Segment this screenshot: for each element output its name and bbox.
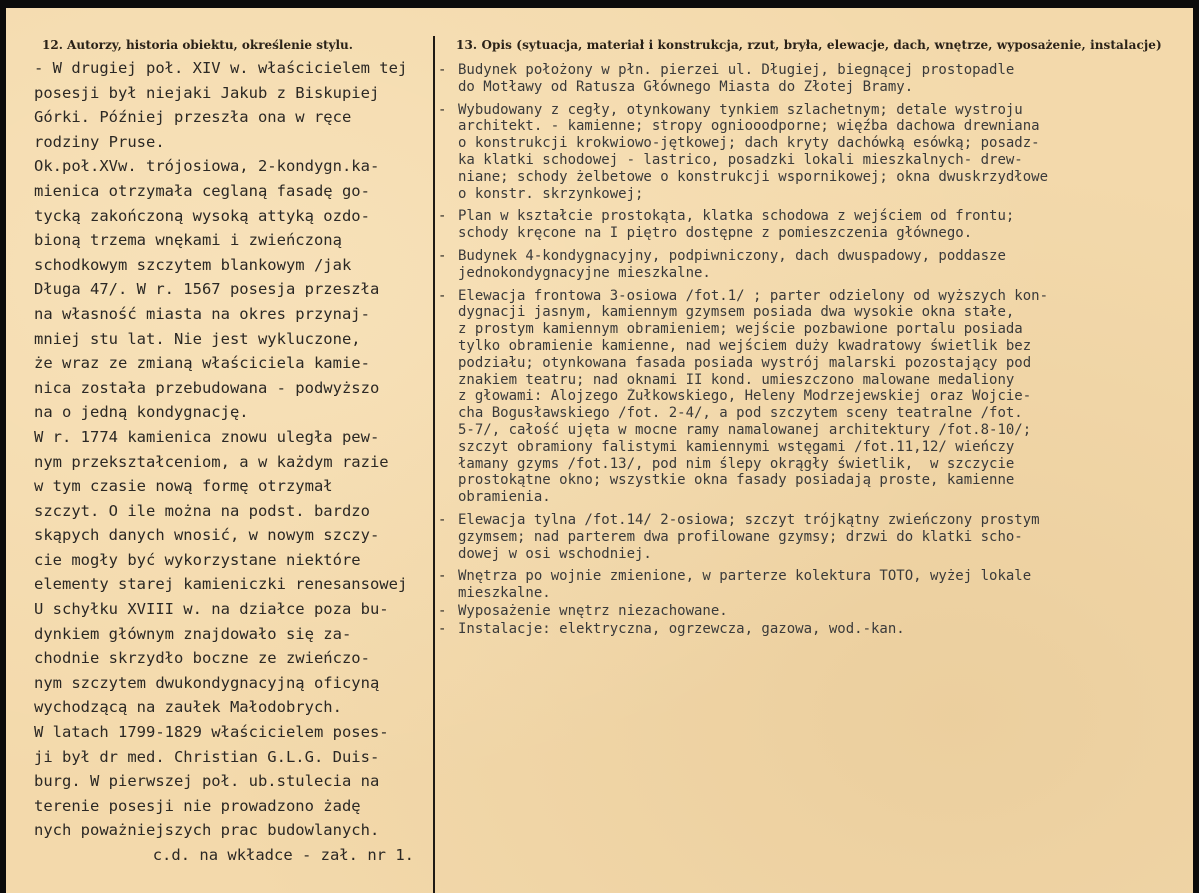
history-line: W latach 1799-1829 właścicielem poses-: [34, 723, 389, 742]
description-line: szczyt obramiony falistymi kamiennymi wstęgami /fot.11,12/ wieńczy: [458, 438, 1015, 455]
description-line: dygnacji jasnym, kamiennym gzymsem posiada dwa wysokie okna stałe,: [458, 304, 1015, 321]
description-line: Wybudowany z cegły, otynkowany tynkiem szlachetnym; detale wystroju: [458, 101, 1023, 118]
history-line: na własność miasta na okres przynaj-: [34, 304, 370, 323]
description-line: architekt. - kamienne; stropy ogniooodporne; więźba dachowa drewniana: [458, 118, 1040, 135]
description-line: Elewacja tylna /fot.14/ 2-osiowa; szczyt trójkątny zwieńczony prostym: [458, 511, 1040, 528]
bullet-dash: -: [438, 247, 447, 264]
history-line: skąpych danych wnosić, w nowym szczy-: [34, 526, 380, 545]
description-line: niane; schody żelbetowe o konstrukcji wspornikowej; okna dwuskrzydłowe: [458, 168, 1049, 185]
history-line: na o jedną kondygnację.: [34, 403, 249, 422]
description-line: schody kręcone na I piętro dostępne z pomieszczenia głównego.: [458, 225, 973, 242]
description-item: [438, 102, 1183, 203]
history-line: bioną trzema wnękami i zwieńczoną: [34, 231, 342, 250]
history-line: rodziny Pruse.: [34, 132, 165, 151]
history-line: mienica otrzymała ceglaną fasadę go-: [34, 181, 370, 200]
description-line: podziału; otynkowana fasada posiada wystrój malarski pozostający pod: [458, 354, 1032, 371]
description-line: Plan w kształcie prostokąta, klatka schodowa z wejściem od frontu;: [458, 208, 1015, 225]
bullet-dash: -: [438, 568, 447, 585]
history-line: że wraz ze zmianą właściciela kamie-: [34, 354, 370, 373]
bullet-dash: -: [438, 62, 447, 78]
history-line: U schyłku XVIII w. na działce poza bu-: [34, 600, 389, 619]
history-line: ji był dr med. Christian G.L.G. Duis-: [34, 747, 380, 766]
description-line: Wnętrza po wojnie zmienione, w parterze kolektura TOTO, wyżej lokale: [458, 568, 1032, 585]
history-line: - W drugiej poł. XIV w. właścicielem tej: [34, 59, 408, 77]
history-line: burg. W pierwszej poł. ub.stulecia na: [34, 772, 380, 791]
history-line: szczyt. O ile można na podst. bardzo: [34, 501, 370, 520]
history-line: chodnie skrzydło boczne ze zwieńczo-: [34, 649, 370, 668]
history-line: elementy starej kamieniczki renesansowej: [34, 575, 408, 594]
description-line: tylko obramienie kamienne, nad wejściem duży kwadratowy świetlik bez: [458, 337, 1032, 354]
history-line: w tym czasie nową formę otrzymał: [34, 477, 333, 496]
description-line: znakiem teatru; nad oknami II kond. umieszczono malowane medaliony: [458, 371, 1015, 388]
bullet-dash: -: [438, 287, 447, 304]
description-item: [438, 603, 1183, 620]
description-item: [438, 62, 1183, 96]
document-sheet: [6, 8, 1193, 893]
description-item: [438, 621, 1183, 638]
description-line: Instalacje: elektryczna, ogrzewcza, gazowa, wod.-kan.: [458, 620, 905, 637]
description-line: mieszkalne.: [458, 585, 551, 602]
history-line: Górki. Później przeszła ona w ręce: [34, 108, 352, 127]
bullet-dash: -: [438, 602, 447, 619]
description-line: cha Bogusławskiego /fot. 2-4/, a pod szczytem sceny teatralne /fot.: [458, 405, 1023, 422]
description-line: o konstrukcji krokwiowo-jętkowej; dach kryty dachówką esówką; posadz-: [458, 135, 1040, 152]
description-line: prostokątne okno; wszystkie okna fasady posiadają proste, kamienne: [458, 472, 1015, 489]
bullet-dash: -: [438, 511, 447, 528]
history-line: Ok.poł.XVw. trójosiowa, 2-kondygn.ka-: [34, 157, 380, 176]
description-line: jednokondygnacyjne mieszkalne.: [458, 264, 711, 281]
history-line: Długa 47/. W r. 1567 posesja przeszła: [34, 280, 380, 299]
history-line: cie mogły być wykorzystane niektóre: [34, 550, 361, 569]
history-line: W r. 1774 kamienica znowu uległa pew-: [34, 427, 380, 446]
description-line: Elewacja frontowa 3-osiowa /fot.1/ ; parter odzielony od wyższych kon-: [458, 287, 1049, 304]
description-line: z głowami: Alojzego Żułkowskiego, Heleny Modrzejewskiej oraz Wojcie-: [458, 388, 1032, 405]
history-line: schodkowym szczytem blankowym /jak: [34, 255, 352, 274]
description-column: [438, 62, 1183, 639]
history-line: mniej stu lat. Nie jest wykluczone,: [34, 329, 361, 348]
bullet-dash: -: [438, 620, 447, 637]
history-line: nych poważniejszych prac budowlanych.: [34, 821, 380, 840]
description-line: Wyposażenie wnętrz niezachowane.: [458, 602, 728, 619]
description-line: 5-7/, całość ujęta w mocne ramy namalowanej architektury /fot.8-10/;: [458, 421, 1032, 438]
bullet-dash: -: [438, 101, 447, 118]
description-line: obramienia.: [458, 489, 551, 506]
right-section-header: 13. Opis (sytuacja, materiał i konstrukcja, rzut, bryła, elewacje, dach, wnętrze, wyposażenie, instalacje): [456, 38, 1162, 52]
history-column: [34, 56, 432, 868]
history-line: dynkiem głównym znajdowało się za-: [34, 624, 352, 643]
history-line: nica została przebudowana - podwyższo: [34, 378, 380, 397]
description-line: o konstr. skrzynkowej;: [458, 185, 644, 202]
description-line: dowej w osi wschodniej.: [458, 545, 652, 562]
history-line: wychodzącą na zaułek Małodobrych.: [34, 698, 342, 717]
description-item: [438, 568, 1183, 602]
description-line: Budynek 4-kondygnacyjny, podpiwniczony, dach dwuspadowy, poddasze: [458, 247, 1006, 264]
history-line: terenie posesji nie prowadzono żadę: [34, 796, 361, 815]
history-line: tycką zakończoną wysoką attyką ozdo-: [34, 206, 370, 225]
description-item: [438, 288, 1183, 506]
history-line: nym szczytem dwukondygnacyjną oficyną: [34, 673, 380, 692]
description-line: ka klatki schodowej - lastrico, posadzki lokali mieszkalnych- drew-: [458, 151, 1023, 168]
continuation-note: c.d. na wkładce - zał. nr 1.: [152, 846, 414, 864]
description-line: Budynek położony w płn. pierzei ul. Długiej, biegnącej prostopadle: [458, 62, 1015, 78]
column-divider: [433, 36, 435, 893]
bullet-dash: -: [438, 208, 447, 225]
history-line: posesji był niejaki Jakub z Biskupiej: [34, 83, 380, 102]
description-line: gzymsem; nad parterem dwa profilowane gzymsy; drzwi do klatki scho-: [458, 528, 1023, 545]
left-section-header: 12. Autorzy, historia obiektu, określenie stylu.: [42, 38, 353, 52]
description-line: do Motławy od Ratusza Głównego Miasta do Złotej Bramy.: [458, 78, 914, 95]
description-item: [438, 208, 1183, 242]
description-line: łamany gzyms /fot.13/, pod nim ślepy okrągły świetlik, w szczycie: [458, 455, 1015, 472]
description-item: [438, 248, 1183, 282]
history-line: nym przekształceniom, a w każdym razie: [34, 452, 389, 471]
description-line: z prostym kamiennym obramieniem; wejście pozbawione portalu posiada: [458, 321, 1023, 338]
description-item: [438, 512, 1183, 562]
